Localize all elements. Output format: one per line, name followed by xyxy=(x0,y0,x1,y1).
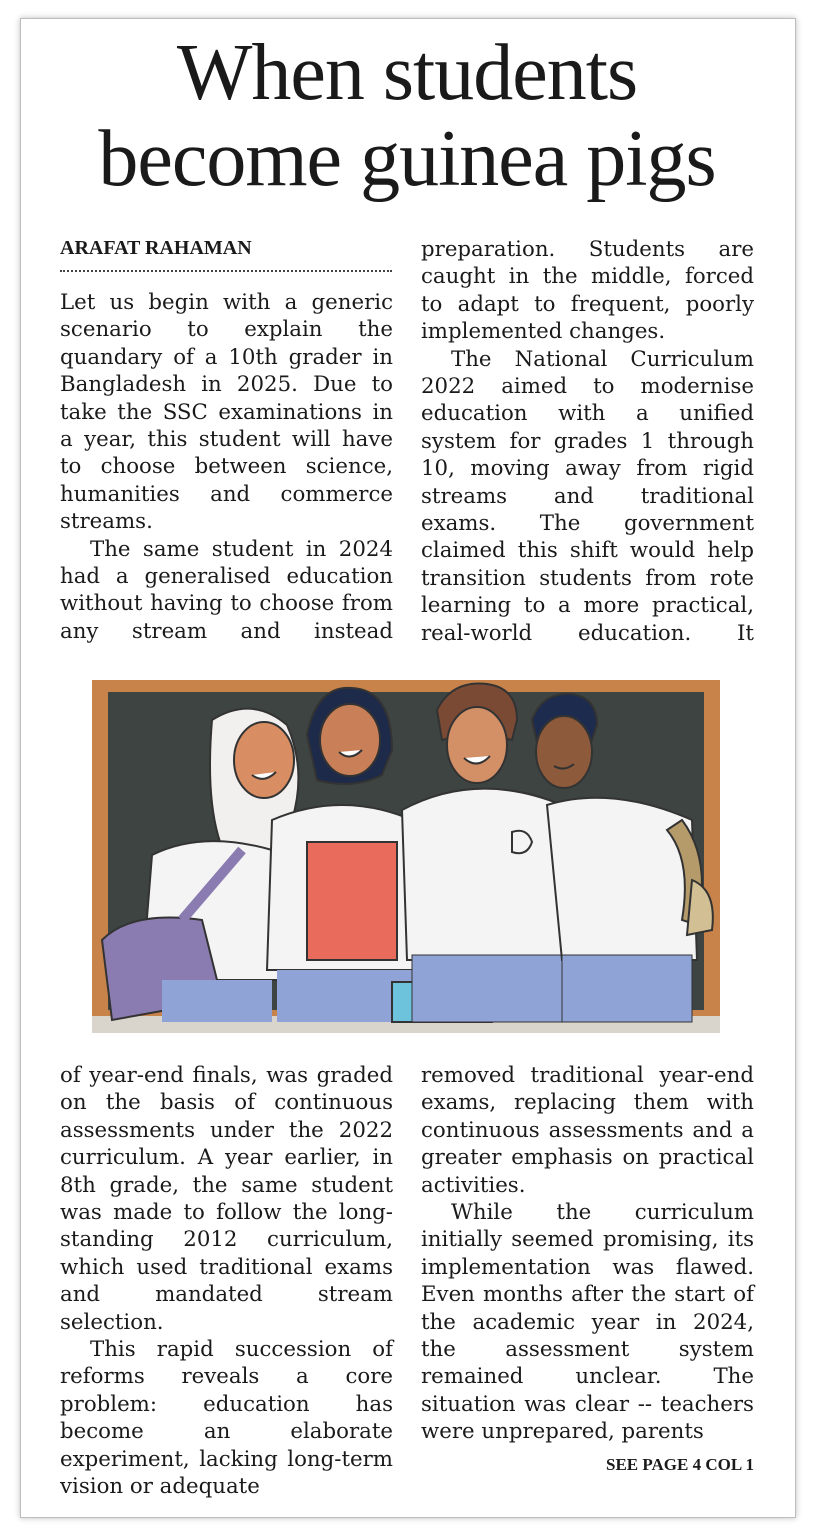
column-4 xyxy=(421,1062,754,1446)
red-notebook xyxy=(307,842,397,960)
paragraph: preparation. Students are caught in the middle, forced to adapt to frequent, poorly implemented changes. xyxy=(421,237,754,345)
headline-line-2: become guinea pigs xyxy=(98,115,716,203)
byline-divider xyxy=(60,270,392,272)
paragraph: The National Curriculum 2022 aimed to modernise education with a unified system for grades 1 through 10, moving away from rigid streams and traditional exams. The government claimed this shift would help transition students from rote learning to a more practical, real-world education. It xyxy=(421,346,754,646)
column-1 xyxy=(60,289,393,645)
column-3 xyxy=(60,1062,393,1501)
paragraph: Let us begin with a generic scenario to explain the quandary of a 10th grader in Bangladesh in 2025. Due to take the SSC examinations in a year, this student will have to choose between science, humanities and commerce streams. xyxy=(60,290,393,535)
paragraph: of year-end finals, was graded on the basis of continuous assessments under the 2022 curriculum. A year earlier, in 8th grade, the same student was made to follow the long-standing 2012 curriculum, which used traditional exams and mandated stream selection. xyxy=(60,1063,393,1335)
paragraph: removed traditional year-end exams, replacing them with continuous assessments and a greater emphasis on practical activities. xyxy=(421,1063,754,1198)
headline-line-1: When students xyxy=(176,29,638,117)
byline: ARAFAT RAHAMAN xyxy=(60,237,252,259)
paragraph: While the curriculum initially seemed promising, its implementation was flawed. Even months after the start of the academic year in 2024, the assessment system remained unclear. The situation was clear -- teachers were unprepared, parents xyxy=(421,1200,754,1445)
column-2 xyxy=(421,236,754,647)
continued-on-label: SEE PAGE 4 COL 1 xyxy=(606,1455,754,1474)
paragraph: The same student in 2024 had a generalised education without having to choose from any stream and instead xyxy=(60,536,393,644)
headline xyxy=(20,30,794,202)
students-illustration xyxy=(92,680,720,1033)
paragraph: This rapid succession of reforms reveals a core problem: education has become an elaborate experiment, lacking long-term vision or adequate xyxy=(60,1337,393,1500)
